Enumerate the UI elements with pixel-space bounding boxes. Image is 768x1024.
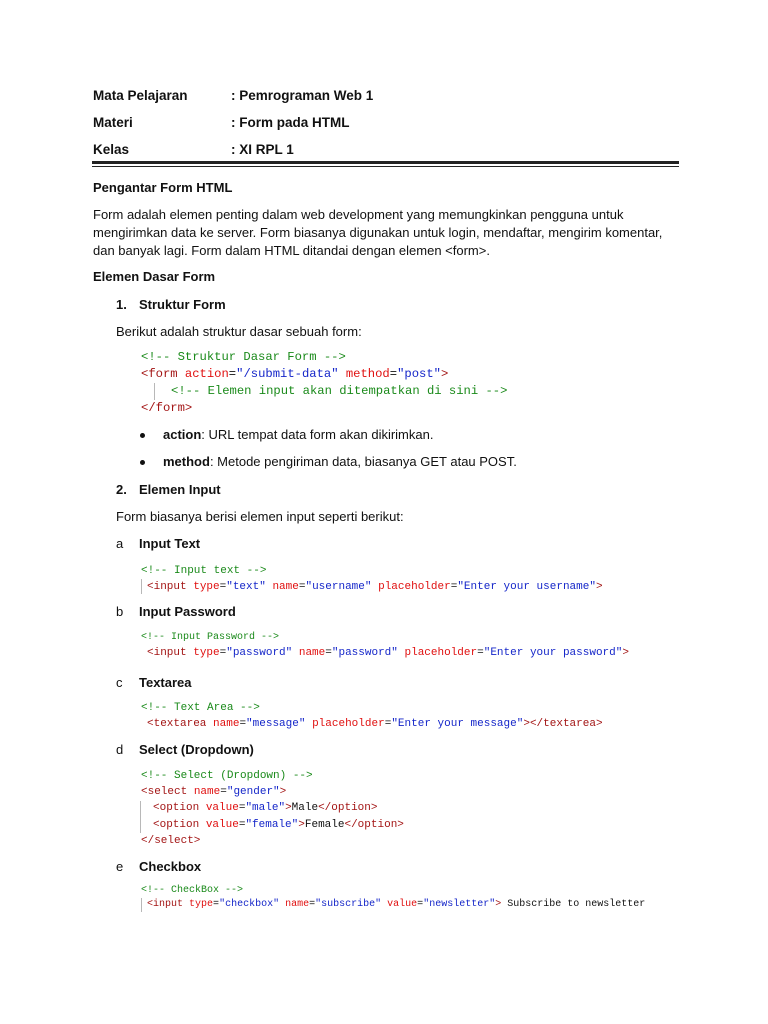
select-open-line: <select name="gender"> <box>141 786 287 798</box>
form-open-tag: <form <box>141 367 178 381</box>
input-password-code: <input type="password" name="password" placeholder="Enter your password"> <box>147 647 629 659</box>
code-indent-guide <box>141 898 142 912</box>
select-comment: <!-- Select (Dropdown) --> <box>141 770 313 782</box>
code-indent-guide <box>140 801 141 833</box>
bullet-action-text: : URL tempat data form akan dikirimkan. <box>201 427 434 442</box>
option-male-line: <option value="male">Male</option> <box>153 802 378 814</box>
sub-a-letter: a <box>116 536 124 551</box>
checkbox-code: <input type="checkbox" name="subscribe" value="newsletter"> Subscribe to newsletter <box>147 899 646 910</box>
bullet-dot <box>140 433 145 438</box>
input-text-comment: <!-- Input text --> <box>141 565 267 577</box>
bullet-dot <box>140 460 145 465</box>
header-divider-thick <box>92 161 679 164</box>
bullet-action <box>163 426 433 444</box>
checkbox-comment: <!-- CheckBox --> <box>141 885 244 896</box>
sub-c-title: Textarea <box>139 675 192 690</box>
bullet-method-term: method <box>163 454 210 469</box>
bullet-method <box>163 453 517 471</box>
textarea-code: <textarea name="message" placeholder="Enter your message"></textarea> <box>147 718 603 730</box>
option-female-line: <option value="female">Female</option> <box>153 819 404 831</box>
item1-number: 1. <box>116 297 127 312</box>
item1-title: Struktur Form <box>139 297 226 312</box>
textarea-comment: <!-- Text Area --> <box>141 702 260 714</box>
action-value: "/submit-data" <box>236 367 339 381</box>
sub-b-title: Input Password <box>139 604 236 619</box>
sub-d-letter: d <box>116 742 124 757</box>
sub-b-letter: b <box>116 604 124 619</box>
select-close-line: </select> <box>141 835 201 847</box>
item2-number: 2. <box>116 482 127 497</box>
intro-heading: Pengantar Form HTML <box>93 180 233 195</box>
bullet-action-term: action <box>163 427 202 442</box>
section-heading: Elemen Dasar Form <box>93 269 216 284</box>
class-label: Kelas <box>93 142 130 157</box>
sub-e-title: Checkbox <box>139 859 202 874</box>
code-comment: <!-- Struktur Dasar Form --> <box>141 350 346 364</box>
header-divider-thin <box>92 166 679 167</box>
item2-title: Elemen Input <box>139 482 221 497</box>
topic-value: : Form pada HTML <box>231 115 350 130</box>
item1-description: Berikut adalah struktur dasar sebuah form: <box>116 324 362 339</box>
subject-label: Mata Pelajaran <box>93 88 188 103</box>
action-attr: action <box>184 367 229 381</box>
code-indent-guide <box>141 579 142 594</box>
method-value: "post" <box>397 367 441 381</box>
class-value: : XI RPL 1 <box>231 142 294 157</box>
topic-label: Materi <box>93 115 133 130</box>
input-text-code: <input type="text" name="username" placeholder="Enter your username"> <box>147 581 603 593</box>
method-attr: method <box>345 367 390 381</box>
item2-description: Form biasanya berisi elemen input seperti berikut: <box>116 509 404 524</box>
code-form-open-line: <form action="/submit-data" method="post"> <box>141 367 449 381</box>
code-inner-comment: <!-- Elemen input akan ditempatkan di sini --> <box>171 384 508 398</box>
bullet-method-text: : Metode pengiriman data, biasanya GET atau POST. <box>209 454 517 469</box>
sub-d-title: Select (Dropdown) <box>139 742 254 757</box>
code-form-close: </form> <box>141 401 193 415</box>
code-indent-guide <box>154 383 155 400</box>
sub-a-title: Input Text <box>139 536 201 551</box>
subject-value: : Pemrograman Web 1 <box>231 88 374 103</box>
sub-c-letter: c <box>116 675 123 690</box>
sub-e-letter: e <box>116 859 124 874</box>
input-password-comment: <!-- Input Password --> <box>141 632 280 643</box>
intro-paragraph: Form adalah elemen penting dalam web development yang memungkinkan pengguna untuk mengirimkan data ke server. Form biasanya digunakan untuk login, mendaftar, mengirim komentar, dan banyak lagi. Form dalam HTML ditandai dengan elemen <form>. <box>93 207 663 258</box>
